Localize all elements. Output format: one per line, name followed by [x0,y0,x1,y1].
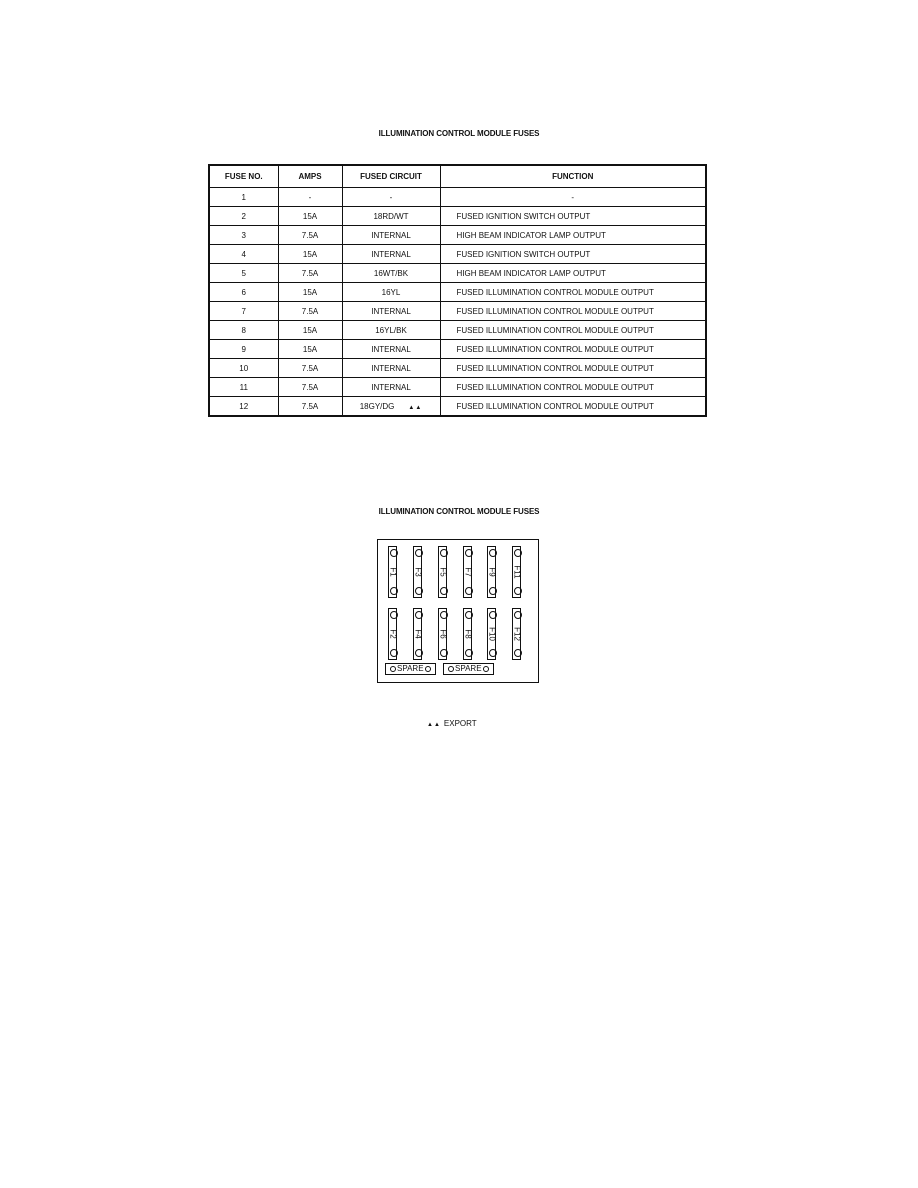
cell-function: HIGH BEAM INDICATOR LAMP OUTPUT [440,264,706,283]
cell-amps: 7.5A [278,264,342,283]
fuse-label: F12 [512,627,521,641]
fuse-label: F3 [413,567,422,577]
fuse-slot [487,546,496,598]
cell-fused-circuit: INTERNAL [342,378,440,397]
table-row [209,397,706,417]
table-header-row [209,165,706,188]
cell-fused-circuit: 18GY/DG ▲▲ [342,397,440,417]
export-mark-icon: ▲▲ [427,722,441,728]
cell-amps: 15A [278,321,342,340]
fuse-slot [463,546,472,598]
cell-fuse-no: 3 [209,226,278,245]
fuse-slot [512,608,521,660]
fuse-slot [413,608,422,660]
terminal-icon [448,666,454,672]
header-amps: AMPS [278,165,342,188]
cell-fuse-no: 2 [209,207,278,226]
spare-fuse-slot [385,663,436,675]
cell-amps: 7.5A [278,359,342,378]
table-row [209,207,706,226]
table-row [209,264,706,283]
cell-fuse-no: 12 [209,397,278,417]
cell-fuse-no: 7 [209,302,278,321]
cell-fuse-no: 10 [209,359,278,378]
cell-amps: 15A [278,245,342,264]
cell-fused-circuit: INTERNAL [342,245,440,264]
cell-fuse-no: 5 [209,264,278,283]
table-row [209,245,706,264]
table-row [209,321,706,340]
terminal-icon [390,666,396,672]
cell-fused-circuit: INTERNAL [342,359,440,378]
cell-fuse-no: 9 [209,340,278,359]
fuse-slot [487,608,496,660]
fuse-slot [388,546,397,598]
cell-amps: - [278,188,342,207]
fuse-slot [438,608,447,660]
cell-fused-circuit: - [342,188,440,207]
fuse-label: F11 [512,565,521,579]
cell-function: FUSED ILLUMINATION CONTROL MODULE OUTPUT [440,378,706,397]
cell-function: FUSED ILLUMINATION CONTROL MODULE OUTPUT [440,359,706,378]
table-row [209,340,706,359]
header-fused-circuit: FUSED CIRCUIT [342,165,440,188]
fuse-label: F9 [487,567,496,577]
fuse-slot [438,546,447,598]
fuse-label: F10 [487,627,496,641]
header-function: FUNCTION [440,165,706,188]
fuse-table [208,164,707,417]
cell-amps: 7.5A [278,226,342,245]
cell-function: FUSED ILLUMINATION CONTROL MODULE OUTPUT [440,302,706,321]
table-row [209,283,706,302]
cell-fuse-no: 8 [209,321,278,340]
table-row [209,188,706,207]
cell-function: FUSED ILLUMINATION CONTROL MODULE OUTPUT [440,321,706,340]
fuse-slot [388,608,397,660]
fuse-label: F2 [388,629,397,639]
cell-function: HIGH BEAM INDICATOR LAMP OUTPUT [440,226,706,245]
cell-fused-circuit: INTERNAL [342,302,440,321]
cell-amps: 15A [278,340,342,359]
fuse-block-diagram [377,539,539,683]
table-title: ILLUMINATION CONTROL MODULE FUSES [378,129,540,138]
cell-fuse-no: 6 [209,283,278,302]
fuse-label: F1 [388,567,397,577]
cell-fused-circuit: 16YL [342,283,440,302]
export-mark-icon: ▲▲ [408,404,423,411]
cell-fuse-no: 1 [209,188,278,207]
fuse-slot [413,546,422,598]
table-row [209,302,706,321]
cell-fused-circuit: 16WT/BK [342,264,440,283]
cell-function: FUSED IGNITION SWITCH OUTPUT [440,207,706,226]
cell-function: FUSED ILLUMINATION CONTROL MODULE OUTPUT [440,397,706,417]
table-row [209,226,706,245]
fuse-label: F5 [438,567,447,577]
cell-amps: 7.5A [278,302,342,321]
cell-function: FUSED ILLUMINATION CONTROL MODULE OUTPUT [440,340,706,359]
cell-fuse-no: 11 [209,378,278,397]
cell-fused-circuit: 16YL/BK [342,321,440,340]
table-row [209,359,706,378]
cell-function: FUSED ILLUMINATION CONTROL MODULE OUTPUT [440,283,706,302]
cell-fused-circuit: INTERNAL [342,340,440,359]
table-row [209,378,706,397]
cell-fused-circuit: 18RD/WT [342,207,440,226]
terminal-icon [425,666,431,672]
spare-fuse-slot [443,663,494,675]
header-fuse-no: FUSE NO. [209,165,278,188]
fuse-slot [512,546,521,598]
cell-fuse-no: 4 [209,245,278,264]
cell-amps: 7.5A [278,378,342,397]
cell-fused-circuit: INTERNAL [342,226,440,245]
fuse-label: F6 [438,629,447,639]
fuse-label: F8 [463,629,472,639]
cell-amps: 15A [278,207,342,226]
cell-function: FUSED IGNITION SWITCH OUTPUT [440,245,706,264]
diagram-title: ILLUMINATION CONTROL MODULE FUSES [378,507,540,516]
cell-amps: 15A [278,283,342,302]
spare-label: SPARE [397,664,424,673]
cell-amps: 7.5A [278,397,342,417]
spare-label: SPARE [455,664,482,673]
fuse-label: F7 [463,567,472,577]
fuse-slot [463,608,472,660]
terminal-icon [483,666,489,672]
export-legend-text: EXPORT [443,719,477,728]
cell-function: - [440,188,706,207]
export-legend [427,719,477,728]
fuse-label: F4 [413,629,422,639]
